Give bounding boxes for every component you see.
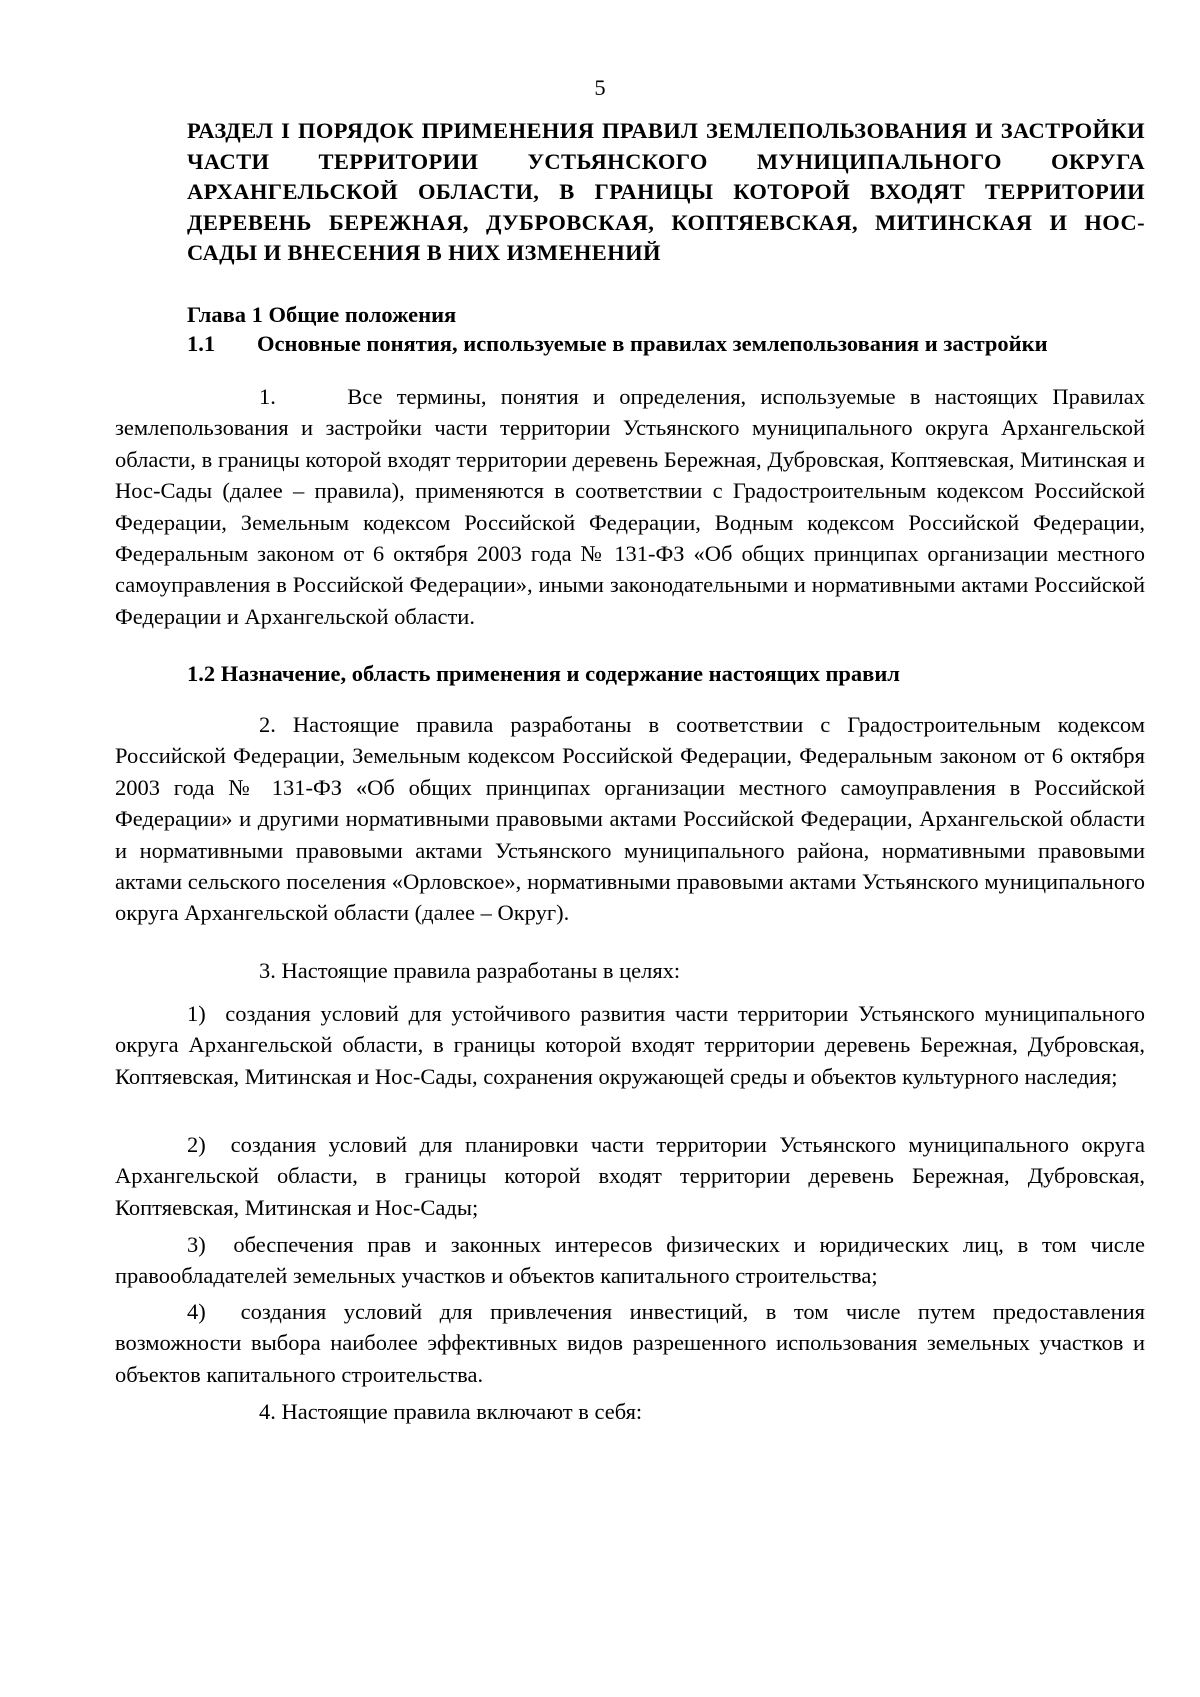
subsection-text: Основные понятия, используемые в правилах землепользования и застройки bbox=[257, 331, 1048, 356]
paragraph-number: 3. bbox=[259, 958, 276, 983]
list-item-4 bbox=[115, 1296, 1145, 1390]
paragraph-number: 4. bbox=[259, 1399, 276, 1424]
subsection-1-2-heading: 1.2 Назначение, область применения и содержание настоящих правил bbox=[187, 661, 900, 686]
list-item-1 bbox=[115, 998, 1145, 1092]
subsection-number: 1.1 bbox=[187, 331, 216, 356]
subsection-1-1-heading bbox=[187, 330, 1145, 358]
paragraph-number: 1. bbox=[259, 384, 276, 409]
paragraph-4 bbox=[115, 1396, 1145, 1427]
paragraph-text: Настоящие правила разработаны в соответствии с Градостроительным кодексом Российской Федерации, Земельным кодексом Российской Федерации, Федеральным законом от 6 октября 2003 года № 131-ФЗ «Об общих принципах организации местного самоуправления в Российской Федерации» и другими нормативными правовыми актами Российской Федерации, Архангельской области и нормативными правовыми актами Устьянского муниципального района, нормативными правовыми актами сельского поселения «Орловское», нормативными правовыми актами Устьянского муниципального округа Архангельской области (далее – Округ). bbox=[115, 712, 1145, 926]
list-item-text: создания условий для устойчивого развития части территории Устьянского муниципального округа Архангельской области, в границы которой входят территории деревень Бережная, Дубровская, Коптяевская, Митинская и Нос-Сады, сохранения окружающей среды и объектов культурного наследия; bbox=[115, 1001, 1146, 1089]
paragraph-text: Настоящие правила включают в себя: bbox=[281, 1399, 643, 1424]
list-item-3 bbox=[115, 1229, 1145, 1292]
page-number: 5 bbox=[594, 75, 606, 100]
list-item-text: обеспечения прав и законных интересов физических и юридических лиц, в том числе правообладателей земельных участков и объектов капитального строительства; bbox=[115, 1232, 1145, 1289]
list-item-number: 1) bbox=[187, 1001, 206, 1026]
list-item-2 bbox=[115, 1129, 1145, 1223]
paragraph-text: Настоящие правила разработаны в целях: bbox=[281, 958, 681, 983]
paragraph-number: 2. bbox=[259, 712, 276, 737]
list-item-number: 3) bbox=[187, 1232, 206, 1257]
chapter-title: Глава 1 Общие положения bbox=[187, 302, 457, 327]
section-title: РАЗДЕЛ I ПОРЯДОК ПРИМЕНЕНИЯ ПРАВИЛ ЗЕМЛЕПОЛЬЗОВАНИЯ И ЗАСТРОЙКИ ЧАСТИ ТЕРРИТОРИИ УСТЬЯНСКОГО МУНИЦИПАЛЬНОГО ОКРУГА АРХАНГЕЛЬСКОЙ ОБЛАСТИ, В ГРАНИЦЫ КОТОРОЙ ВХОДЯТ ТЕРРИТОРИИ ДЕРЕВЕНЬ БЕРЕЖНАЯ, ДУБРОВСКАЯ, КОПТЯЕВСКАЯ, МИТИНСКАЯ И НОС-САДЫ И ВНЕСЕНИЯ В НИХ ИЗМЕНЕНИЙ bbox=[187, 118, 1145, 265]
list-item-text: создания условий для планировки части территории Устьянского муниципального округа Архангельской области, в границы которой входят территории деревень Бережная, Дубровская, Коптяевская, Митинская и Нос-Сады; bbox=[115, 1132, 1146, 1220]
list-item-number: 4) bbox=[187, 1299, 206, 1324]
list-item-number: 2) bbox=[187, 1132, 206, 1157]
paragraph-1 bbox=[115, 381, 1145, 632]
list-item-text: создания условий для привлечения инвестиций, в том числе путем предоставления возможности выбора наиболее эффективных видов разрешенного использования земельных участков и объектов капитального строительства. bbox=[115, 1299, 1145, 1387]
paragraph-2 bbox=[115, 709, 1145, 929]
paragraph-text: Все термины, понятия и определения, используемые в настоящих Правилах землепользования и застройки части территории Устьянского муниципального округа Архангельской области, в границы которой входят территории деревень Бережная, Дубровская, Коптяевская, Митинская и Нос-Сады (далее – правила), применяются в соответствии с Градостроительным кодексом Российской Федерации, Земельным кодексом Российской Федерации, Водным кодексом Российской Федерации, Федеральным законом от 6 октября 2003 года № 131-ФЗ «Об общих принципах организации местного самоуправления в Российской Федерации», иными законодательными и нормативными актами Российской Федерации и Архангельской области. bbox=[115, 384, 1145, 629]
paragraph-3 bbox=[115, 955, 1145, 986]
